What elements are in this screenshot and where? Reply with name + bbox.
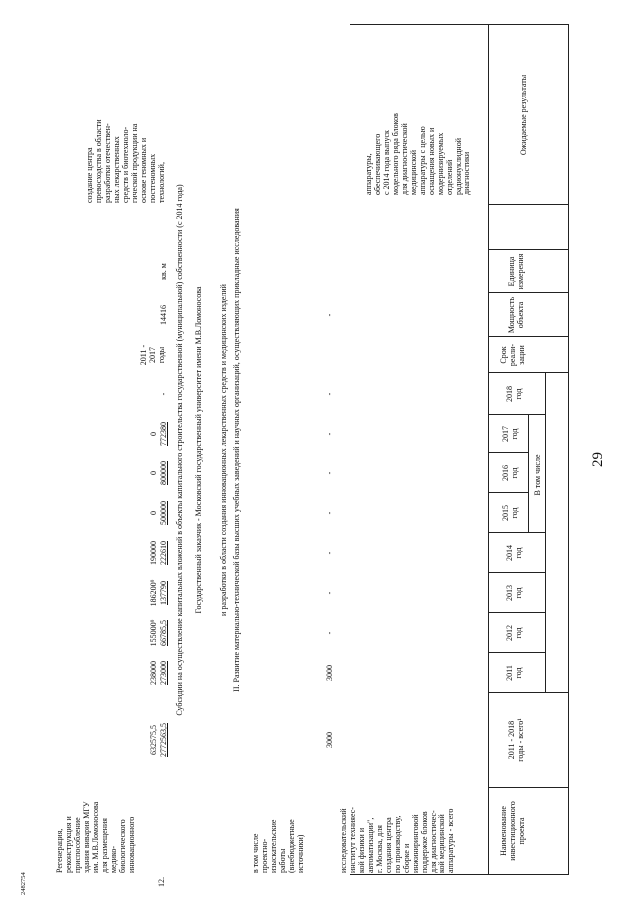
header-results: Ожидаемые результаты	[519, 74, 528, 156]
row12-2017-a: 772380	[159, 422, 168, 446]
row12-2014-b: 190000	[149, 541, 158, 565]
col-border	[350, 874, 569, 875]
row12-results: создание центра превосходства в области разработки отечествен- ных лекарственных средств и биотехноло- гической продукции на основе геномных и постгеномных технологий,	[85, 119, 166, 203]
row12-unit: кв. м	[159, 263, 168, 280]
row12-name: Регенерация, реконструкция и приспособление здания вивария МГУ им. М.В.Ломоносова для размещения медико- биологического инновационного	[55, 801, 136, 873]
header-year-2017: 2017 год	[501, 426, 519, 442]
subsidy-line: Субсидии на осуществление капитальных вложений в объекты капитального строительства государственной (муниципальной) собственности (с 2014 года)	[175, 184, 184, 716]
prev-row-name: исследовательский институт технияес- кой физики и автоматизации", г. Москва, для создания центра по производству, сборке и инжиниринговой поддержке блоков для диагностичес- кой медицинской аппаратуры - всего	[339, 807, 456, 873]
row12-total-b: 632575,5	[149, 725, 158, 755]
header-total: 2011 - 2018 годы - всего¹	[507, 718, 525, 762]
section-title-line-2: и разработки в области создания инновационных лекарственных средств и медицинских изделий	[219, 284, 228, 616]
header-bottom-border	[488, 25, 489, 875]
prev-row-results: аппаратуры, обеспечивающего с 2014 года выпуск модельного ряда блоков для диагностической медицинской аппаратуры с целью оснащения новых и модернизируемых отделений радионуклидной диагностики	[364, 113, 472, 195]
row12-capacity: 14416	[159, 305, 168, 325]
row12-2014-a: 222610	[159, 541, 168, 565]
header-name: Наименование инвестиционного проекта	[499, 801, 526, 861]
row12-2013-a: 137790	[159, 581, 168, 605]
row12-2015-a: 500000	[159, 501, 168, 525]
sub-row-2016: -	[325, 471, 334, 475]
header-year-2014: 2014 год	[505, 545, 523, 561]
sub-row-2015: -	[325, 511, 334, 515]
row12-term: 2011 - 2017 годы	[139, 344, 166, 366]
header-year-2016: 2016 год	[501, 465, 519, 481]
row-number: 12.	[157, 877, 166, 887]
sub-row-2012: -	[325, 631, 334, 635]
customer-line: Государственный заказчик - Московский государственный университет имени М.В.Ломоносова	[194, 286, 203, 614]
row12-2011-b: 238000	[149, 661, 158, 685]
header-year-2012: 2012 год	[505, 625, 523, 641]
row12-2015-b: 0	[149, 511, 158, 515]
row12-2016-a: 800000	[159, 461, 168, 485]
header-year-2018: 2018 год	[505, 386, 523, 402]
row12-2011-a: 273000	[159, 661, 168, 685]
row12-2016-b: 0	[149, 471, 158, 475]
header-unit: Единица измерения	[507, 253, 525, 290]
sub-row-2013: -	[325, 591, 334, 595]
header-year-2011: 2011 год	[505, 665, 523, 681]
col-border	[488, 787, 569, 788]
header-in-that: В том числе	[533, 454, 542, 496]
header-term: Срок реали- зации	[499, 343, 526, 367]
sub-row-name: в том числе проектно- изыскательские работы (внебюджетные источники)	[251, 819, 305, 873]
row12-2017-b: 0	[149, 432, 158, 436]
sub-row-2017: -	[325, 432, 334, 436]
sub-row-2014: -	[325, 551, 334, 555]
document-id: 2482754	[20, 872, 27, 895]
row12-2012-a: 66785,5	[159, 620, 168, 646]
page-number: 29	[590, 452, 606, 467]
header-year-2013: 2013 год	[505, 585, 523, 601]
header-year-2015: 2015 год	[501, 505, 519, 521]
sub-row-capacity: -	[325, 313, 334, 317]
years-group-border	[545, 373, 546, 693]
row12-total-a: 2772563,5	[159, 723, 168, 757]
col-border	[488, 292, 569, 293]
sub-row-2011: 3000	[325, 665, 334, 681]
col-border	[488, 692, 569, 693]
sub-row-total: 3000	[325, 732, 334, 748]
col-border	[488, 249, 569, 250]
in-that-border	[528, 415, 529, 533]
sub-row-2018: -	[325, 392, 334, 396]
header-capacity: Мощность объекта	[507, 296, 525, 334]
row12-2013-b: 186200⁹	[149, 579, 158, 607]
table-top-border	[568, 25, 569, 875]
section-title-line-1: II. Развитие материально-технической базы высших учебных заведений и научных организаций, осуществляющих прикладные исследования	[232, 208, 241, 692]
row12-2012-b: 155000⁹	[149, 619, 158, 647]
row12-2018: -	[159, 392, 168, 396]
